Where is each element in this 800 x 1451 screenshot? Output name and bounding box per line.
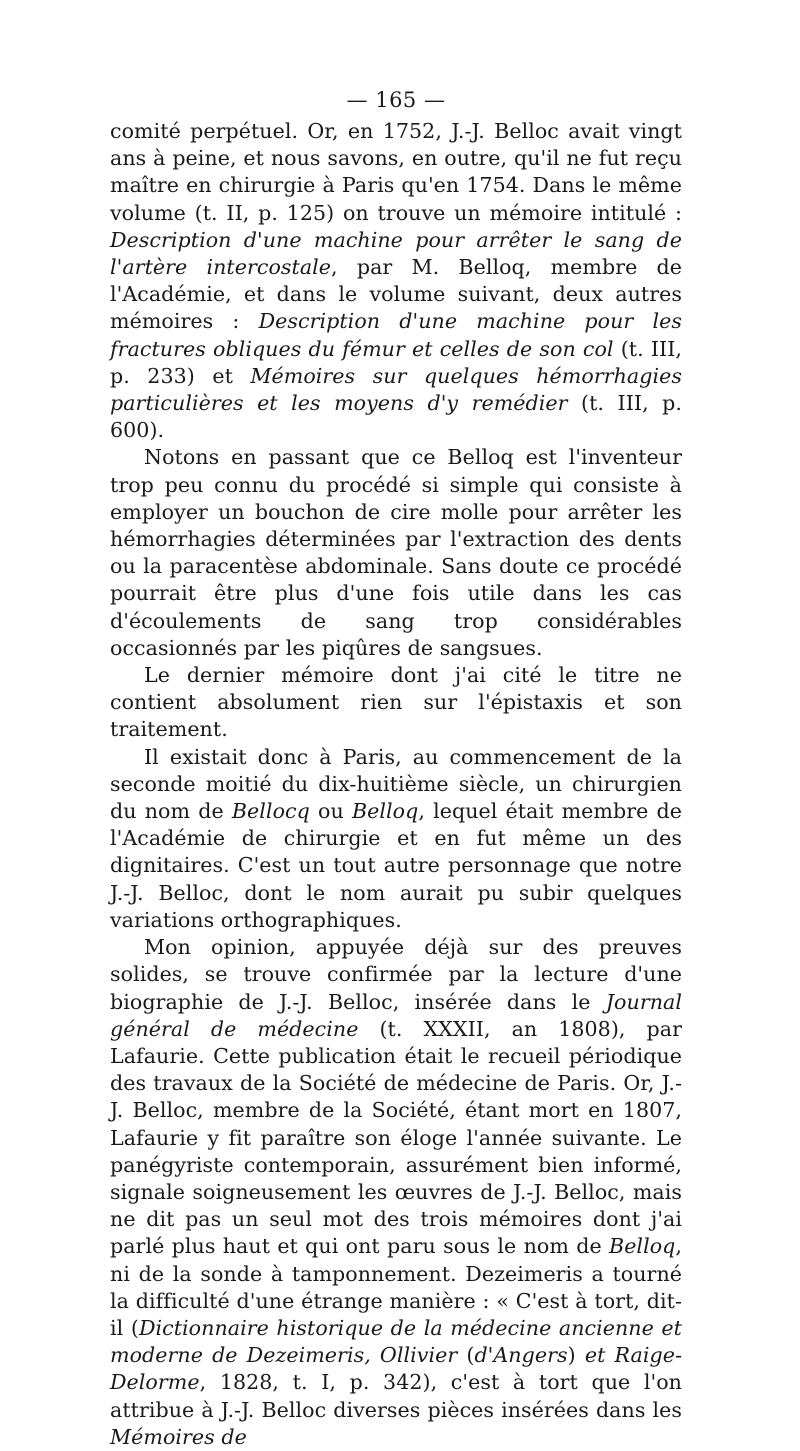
paragraph-p5 [110,934,682,1451]
paragraph-p1 [110,118,682,444]
text-run: (t. III, p. 600). [110,391,682,443]
text-run: comité perpétuel. Or, en 1752, J.-J. Belloc avait vingt ans à peine, et nous savons, en outre, qu'il ne fut reçu maître en chirurgie à Paris qu'en 1754. Dans le même volume (t. II, p. 125) on trouve un mémoire intitulé : [110,119,682,225]
text-run: , lequel était membre de l'Académie de chirurgie et en fut même un des dignitaires. C'est un tout autre personnage que notre J.-J. Belloc, dont le nom aurait pu subir quelques variations orthographiques. [110,799,682,932]
italic-text: et Raige-Delorme [110,1343,682,1395]
text-run: ou [309,799,352,824]
italic-text: d'Angers [474,1343,568,1368]
text-run: ( [457,1343,475,1368]
text-run: (t. XXXII, an 1808), par Lafaurie. Cette publication était le recueil périodique des travaux de la Société de médecine de Paris. Or, J.-J. Belloc, membre de la Société, étant mort en 1807, Lafaurie y fit paraître son éloge l'année suivante. Le panégyriste contemporain, assurément bien informé, signale soigneusement les œuvres de J.-J. Belloc, mais ne dit pas un seul mot des trois mémoires dont j'ai parlé plus haut et qui ont paru sous le nom de [110,1016,682,1259]
text-run: , 1828, t. I, p. 342), c'est à tort que l'on attribue à J.-J. Belloc diverses pièces insérées dans les [110,1370,682,1422]
italic-text: Description d'une machine pour arrêter le sang de l'artère intercostale [110,227,682,280]
text-run: , par M. Belloq, membre de l'Académie, et dans le volume suivant, deux autres mémoires : [110,255,682,334]
paragraph-p2 [110,444,682,662]
text-run: ) [567,1343,585,1368]
text-run: Mon opinion, appuyée déjà sur des preuves solides, se trouve confirmée par la lecture d'une biographie de J.-J. Belloc, insérée dans le [110,935,682,1014]
body-text [110,118,682,1451]
italic-text: Bellocq [231,799,310,824]
italic-text: Mémoires de [110,1424,247,1449]
italic-text: Belloq [351,799,419,824]
text-run: , ni de la sonde à tamponnement. Dezeimeris a tourné la difficulté d'une étrange manière : « C'est à tort, dit-il ( [110,1234,682,1340]
italic-text: Dictionnaire historique de la médecine ancienne et moderne de Dezeimeris, Ollivier [110,1315,682,1368]
page-number: — 165 — [346,88,446,112]
paragraph-p3 [110,662,682,744]
book-page [110,88,682,1451]
paragraph-p4 [110,744,682,934]
text-run: Le dernier mémoire dont j'ai cité le titre ne contient absolument rien sur l'épistaxis et son traitement. [110,663,682,742]
text-run: Notons en passant que ce Belloq est l'inventeur trop peu connu du procédé si simple qui consiste à employer un bouchon de cire molle pour arrêter les hémorrhagies déterminées par l'extraction des dents ou la paracentèse abdominale. Sans doute ce procédé pourrait être plus d'une fois utile dans les cas d'écoulements de sang trop considérables occasionnés par les piqûres de sangsues. [110,445,682,660]
text-run: (t. III, p. 233) et [110,336,683,388]
italic-text: Journal général de médecine [110,989,682,1041]
text-run: Il existait donc à Paris, au commencement de la seconde moitié du dix-huitième siècle, un chirurgien du nom de [110,744,682,824]
italic-text: Description d'une machine pour les fractures obliques du fémur et celles de son col [110,309,682,361]
italic-text: Mémoires sur quelques hémorrhagies particulières et les moyens d'y remédier [110,363,682,416]
italic-text: Belloq [609,1234,676,1259]
